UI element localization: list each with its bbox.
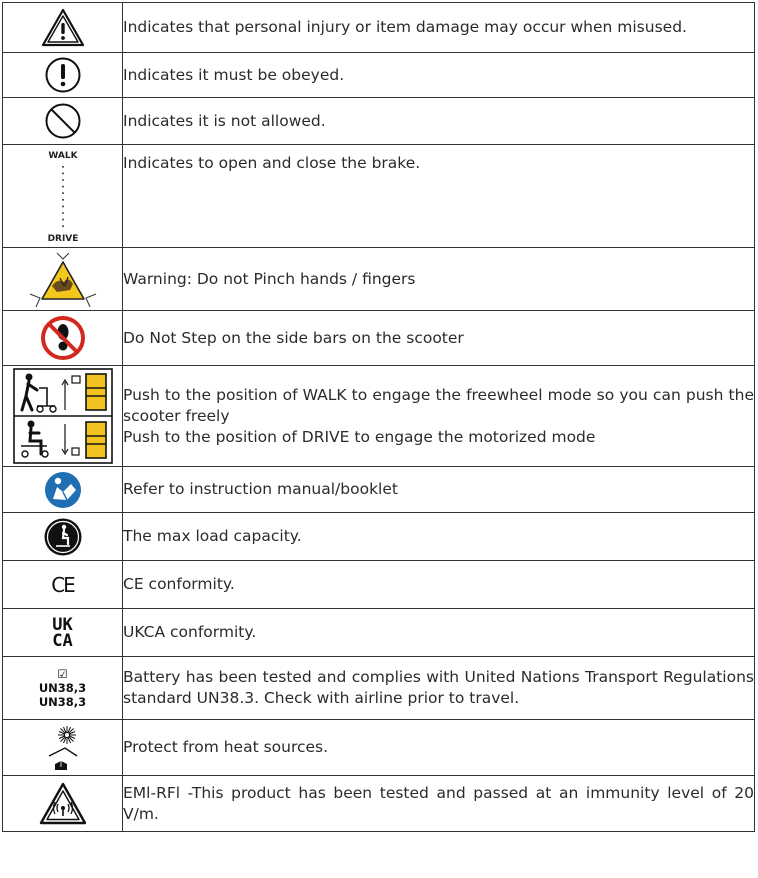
symbol-description: The max load capacity. (123, 513, 755, 561)
emi-rfi-warning-icon (39, 782, 87, 826)
table-row (3, 467, 755, 513)
symbol-description: Do Not Step on the side bars on the scooter (123, 311, 755, 366)
table-row (3, 53, 755, 98)
warning-triangle-icon (41, 8, 85, 48)
symbol-description: EMl-RFl -This product has been tested and passed at an immunity level of 20 V/m. (123, 776, 755, 832)
symbol-description: Warning: Do not Pinch hands / fingers (123, 248, 755, 311)
table-row (3, 366, 755, 467)
max-load-icon (43, 517, 83, 557)
ukca-mark-icon: UK CA (52, 614, 73, 651)
ce-mark-icon: CE (51, 572, 74, 597)
table-row (3, 311, 755, 366)
symbol-description (123, 366, 755, 467)
table-row (3, 561, 755, 609)
read-manual-icon (43, 470, 83, 510)
symbol-description: Indicates it is not allowed. (123, 98, 755, 145)
prohibited-circle-icon (44, 102, 82, 140)
drive-mode-text: Push to the position of DRIVE to engage the motorized mode (123, 427, 596, 446)
table-row (3, 657, 755, 720)
un383-mark-icon: ☑ UN38,3 UN38,3 (38, 667, 87, 709)
heat-source-icon (43, 724, 83, 772)
table-row (3, 3, 755, 53)
walk-label: WALK (47, 151, 78, 161)
symbol-description: Protect from heat sources. (123, 720, 755, 776)
symbol-description: Indicates that personal injury or item damage may occur when misused. (123, 3, 755, 53)
checkbox-icon: ☑ (57, 667, 68, 681)
symbol-description: UKCA conformity. (123, 609, 755, 657)
symbol-table (2, 2, 755, 832)
walk-drive-mode-icon (13, 368, 113, 464)
symbol-description: Indicates to open and close the brake. (123, 145, 755, 248)
symbol-description: Indicates it must be obeyed. (123, 53, 755, 98)
table-row (3, 609, 755, 657)
walk-mode-text: Push to the position of WALK to engage the freewheel mode so you can push the scooter freely (123, 385, 754, 425)
no-stepping-icon (40, 315, 86, 361)
symbol-description: CE conformity. (123, 561, 755, 609)
table-row (3, 145, 755, 248)
drive-label: DRIVE (47, 234, 78, 244)
table-row (3, 98, 755, 145)
table-row (3, 513, 755, 561)
symbol-description: Battery has been tested and complies with United Nations Transport Regulations standard UN38.3. Check with airline prior to travel. (123, 657, 755, 720)
table-row (3, 720, 755, 776)
table-row (3, 776, 755, 832)
pinch-hands-warning-icon (24, 250, 102, 308)
table-row (3, 248, 755, 311)
symbol-description: Refer to instruction manual/booklet (123, 467, 755, 513)
exclamation-circle-icon (44, 56, 82, 94)
walk-drive-switch-icon (41, 148, 85, 244)
